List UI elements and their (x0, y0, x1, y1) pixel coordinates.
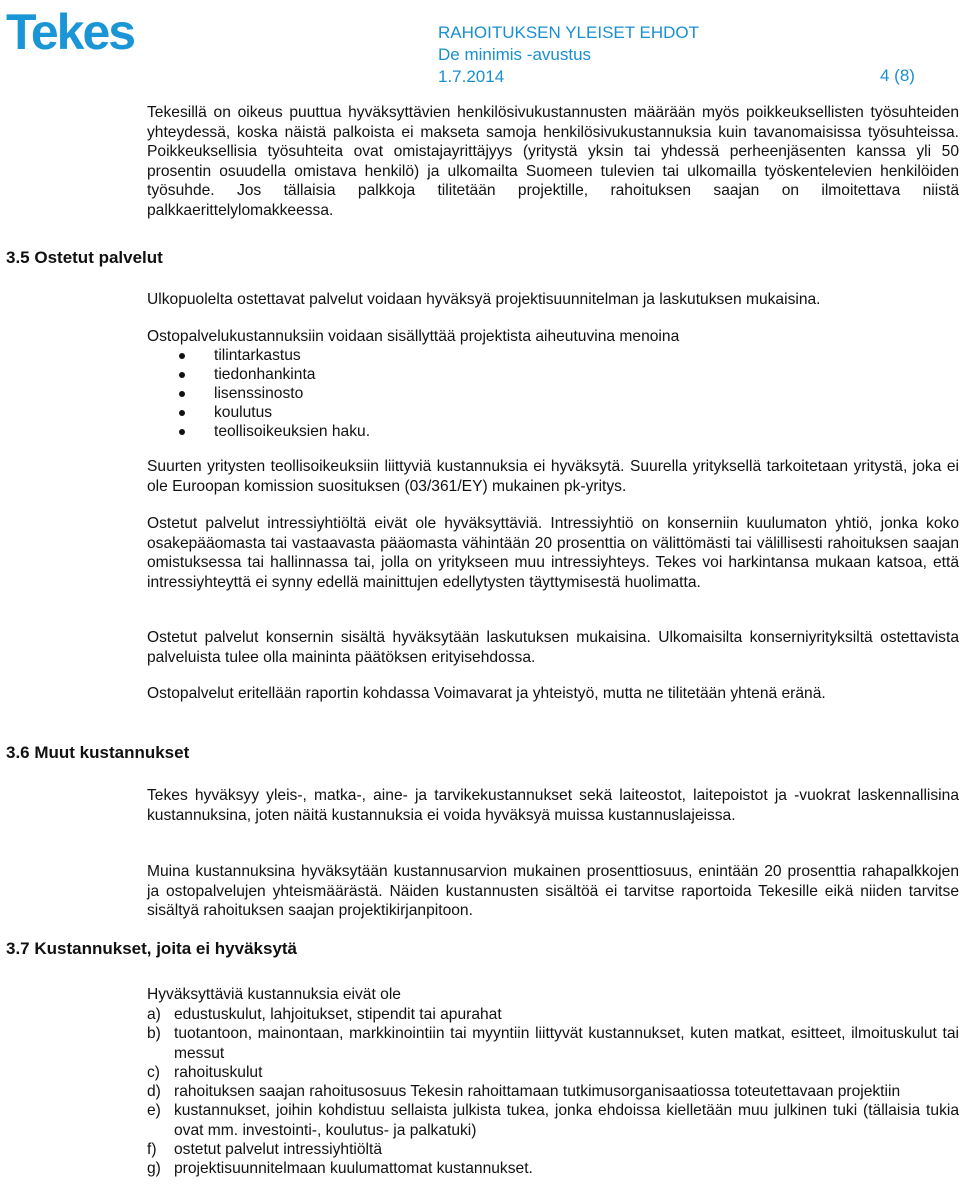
section-3-6-paragraph-2: Muina kustannuksina hyväksytään kustannusarvion mukainen prosenttiosuus, enintään 20 prosenttia rahapalkkojen ja ostopalvelujen yhteismäärästä. Näiden kustannusten sisältöä ei tarvitse raportoida Tekesille eikä niiden tarvitse sisältyä rahoituksen saajan projektikirjanpitoon. (147, 863, 959, 919)
section-3-5-paragraph-5: Ostetut palvelut konsernin sisältä hyväksytään laskutuksen mukaisina. Ulkomaisilta konserniyrityksiltä ostettavista palveluista tulee olla maininta päätöksen erityisehdossa. (147, 629, 959, 666)
section-heading-3-7: 3.7 Kustannukset, joita ei hyväksytä (6, 939, 298, 958)
list-item: e) kustannukset, joihin kohdistuu sellaista julkista tukea, jonka ehdoissa kielletään muu julkinen tuki (tällaisia tukia ovat mm. investointi-, koulutus- ja palkatuki) (147, 1102, 959, 1139)
section-3-6-paragraph-1: Tekes hyväksyy yleis-, matka-, aine- ja tarvikekustannukset sekä laiteostot, laitepoistot ja -vuokrat laskennallisina kustannuksina, joten näitä kustannuksia ei voida hyväksyä muissa kustannuslajeissa. (147, 787, 959, 824)
list-item: c) rahoituskulut (147, 1063, 263, 1081)
list-item: g) projektisuunnitelmaan kuulumattomat kustannukset. (147, 1160, 533, 1178)
document-header (438, 22, 699, 88)
document-date: 1.7.2014 (438, 67, 505, 86)
list-item: a) edustuskulut, lahjoitukset, stipendit tai apurahat (147, 1006, 502, 1023)
section-3-7-intro: Hyväksyttäviä kustannuksia eivät ole (147, 986, 401, 1003)
section-3-5-paragraph-1: Ulkopuolelta ostettavat palvelut voidaan hyväksyä projektisuunnitelman ja laskutuksen mukaisina. (147, 291, 821, 308)
list-item: lisenssinosto (147, 384, 370, 403)
purchased-services-list (147, 346, 370, 441)
bullet-icon (179, 372, 185, 378)
list-item: koulutus (147, 403, 370, 422)
list-item: b) tuotantoon, mainontaan, markkinointiin tai myyntiin liittyvät kustannukset, kuten matkat, esitteet, ilmoituskulut tai messut (147, 1025, 959, 1062)
page-number: 4 (8) (880, 66, 915, 85)
section-heading-3-5: 3.5 Ostetut palvelut (6, 248, 163, 267)
intro-paragraph: Tekesillä on oikeus puuttua hyväksyttävien henkilösivukustannusten määrään myös poikkeuksellisten työsuhteiden yhteydessä, koska näistä palkoista ei makseta samoja henkilösivukustannuksia kuin tavanomaisissa työsuhteissa. Poikkeuksellisia työsuhteita ovat omistajayrittäjyys (yritystä yksin tai yhdessä perheenjäsenten kanssa yli 50 prosentin osuudella omistava henkilö) ja ulkomailta Suomeen tulevien tai ulkomailla työskentelevien henkilöiden työsuhde. Jos tällaisia palkkoja tilitetään projektille, rahoituksen saajan on ilmoitettava niistä palkkaerittelylomakkeessa. (147, 104, 959, 219)
section-heading-3-6: 3.6 Muut kustannukset (6, 743, 190, 762)
list-item: teollisoikeuksien haku. (147, 422, 370, 441)
bullet-icon (179, 429, 185, 435)
section-3-5-paragraph-2: Ostopalvelukustannuksiin voidaan sisällyttää projektista aiheutuvina menoina (147, 328, 680, 345)
bullet-icon (179, 391, 185, 397)
section-3-5-paragraph-4: Ostetut palvelut intressiyhtiöltä eivät ole hyväksyttäviä. Intressiyhtiö on konserniin kuulumaton yhtiö, jonka koko osakepääomasta tai vastaavasta pääomasta vähintään 20 prosenttia on välittömästi tai välillisesti rahoituksen saajan omistuksessa tai hallinnassa tai, jolla on yritykseen muu intressiyhteys. Tekes voi harkintansa mukaan katsoa, että intressiyhteyttä ei synny edellä mainittujen edellytysten täyttymisestä huolimatta. (147, 515, 959, 591)
excluded-costs-list (147, 1005, 959, 1179)
bullet-icon (179, 353, 185, 359)
section-3-5-paragraph-6: Ostopalvelut eritellään raportin kohdassa Voimavarat ja yhteistyö, mutta ne tilitetään yhtenä eränä. (147, 685, 826, 702)
section-3-5-paragraph-3: Suurten yritysten teollisoikeuksiin liittyviä kustannuksia ei hyväksytä. Suurella yrityksellä tarkoitetaan yritystä, joka ei ole Euroopan komission suosituksen (03/361/EY) mukainen pk-yritys. (147, 458, 959, 495)
document-title: RAHOITUKSEN YLEISET EHDOT (438, 23, 700, 42)
list-item: d) rahoituksen saajan rahoitusosuus Tekesin rahoittamaan tutkimusorganisaatiossa toteutettavaan projektiin (147, 1083, 901, 1101)
list-item: f) ostetut palvelut intressiyhtiöltä (147, 1141, 383, 1159)
list-item: tilintarkastus (147, 346, 370, 365)
document-subtitle: De minimis -avustus (438, 45, 592, 64)
list-item: tiedonhankinta (147, 365, 370, 384)
bullet-icon (179, 410, 185, 416)
tekes-logo: Tekes (6, 4, 135, 60)
